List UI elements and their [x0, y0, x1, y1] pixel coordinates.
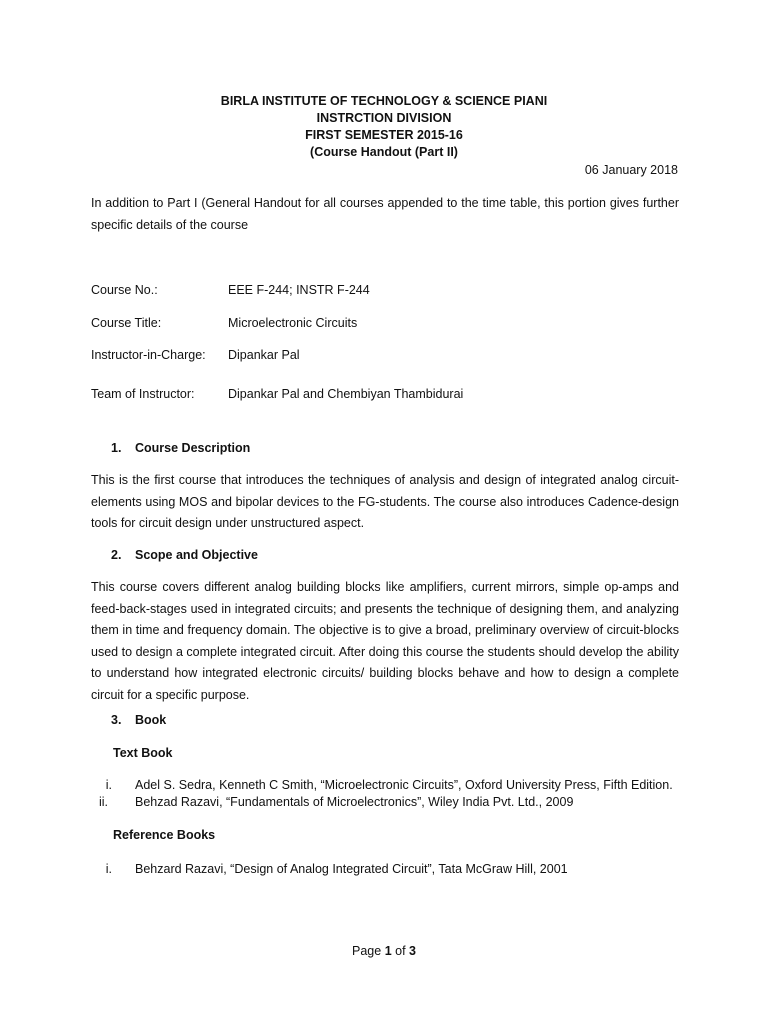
division-name: INSTRCTION DIVISION: [316, 111, 452, 125]
team-value: Dipankar Pal and Chembiyan Thambidurai: [228, 387, 464, 401]
text-book-2: Behzad Razavi, “Fundamentals of Microelectronics”, Wiley India Pvt. Ltd., 2009: [135, 795, 574, 809]
reference-book-1-number: i.: [105, 862, 112, 876]
section-1-title: Course Description: [135, 441, 251, 455]
page-footer: [0, 944, 768, 958]
section-2-title: Scope and Objective: [135, 548, 258, 562]
section-1-body: This is the first course that introduces the techniques of analysis and design of integrated analog circuit-elements using MOS and bipolar devices to the FG-students. The course also introduces Cadence-design tools for circuit design under unstructured aspect.: [91, 473, 679, 530]
section-2-body: This course covers different analog building blocks like amplifiers, current mirrors, simple op-amps and feed-back-stages used in integrated circuits; and presents the technique of designing them, and analyzing them in time and frequency domain. The objective is to give a broad, preliminary overview of circuit-blocks used to design a complete integrated circuit. After doing this course the students should develop the ability to understand how integrated electronic circuits/ building blocks behave and how to design a complete circuit for a specific purpose.: [91, 580, 679, 702]
course-title-value: Microelectronic Circuits: [228, 316, 358, 330]
team-label: Team of Instructor:: [91, 387, 195, 401]
text-book-1-number: i.: [105, 778, 112, 792]
text-book-2-number: ii.: [98, 795, 108, 809]
course-no-label: Course No.:: [91, 283, 158, 297]
section-1-number: 1.: [111, 441, 122, 455]
section-2-number: 2.: [111, 548, 122, 562]
intro-paragraph: In addition to Part I (General Handout for all courses appended to the time table, this portion gives further specific details of the course: [91, 196, 679, 232]
reference-books-heading: Reference Books: [113, 828, 216, 842]
institute-name: BIRLA INSTITUTE OF TECHNOLOGY & SCIENCE PIANI: [220, 94, 548, 108]
page-current: 1: [384, 944, 392, 958]
text-book-heading: Text Book: [113, 746, 173, 760]
instructor-label: Instructor-in-Charge:: [91, 348, 206, 362]
course-title-label: Course Title:: [91, 316, 162, 330]
reference-book-1: Behzard Razavi, “Design of Analog Integrated Circuit”, Tata McGraw Hill, 2001: [135, 862, 568, 876]
course-no-value: EEE F-244; INSTR F-244: [228, 283, 370, 297]
section-3-number: 3.: [111, 713, 122, 727]
instructor-value: Dipankar Pal: [228, 348, 300, 362]
of-label: of: [395, 944, 406, 958]
handout-title: (Course Handout (Part II): [310, 145, 458, 159]
document-date: 06 January 2018: [584, 163, 678, 177]
semester-title: FIRST SEMESTER 2015-16: [305, 128, 463, 142]
text-book-1: Adel S. Sedra, Kenneth C Smith, “Microelectronic Circuits”, Oxford University Press, Fifth Edition.: [135, 778, 673, 792]
page-label: Page: [352, 944, 382, 958]
page-total: 3: [409, 944, 416, 958]
section-3-title: Book: [135, 713, 167, 727]
